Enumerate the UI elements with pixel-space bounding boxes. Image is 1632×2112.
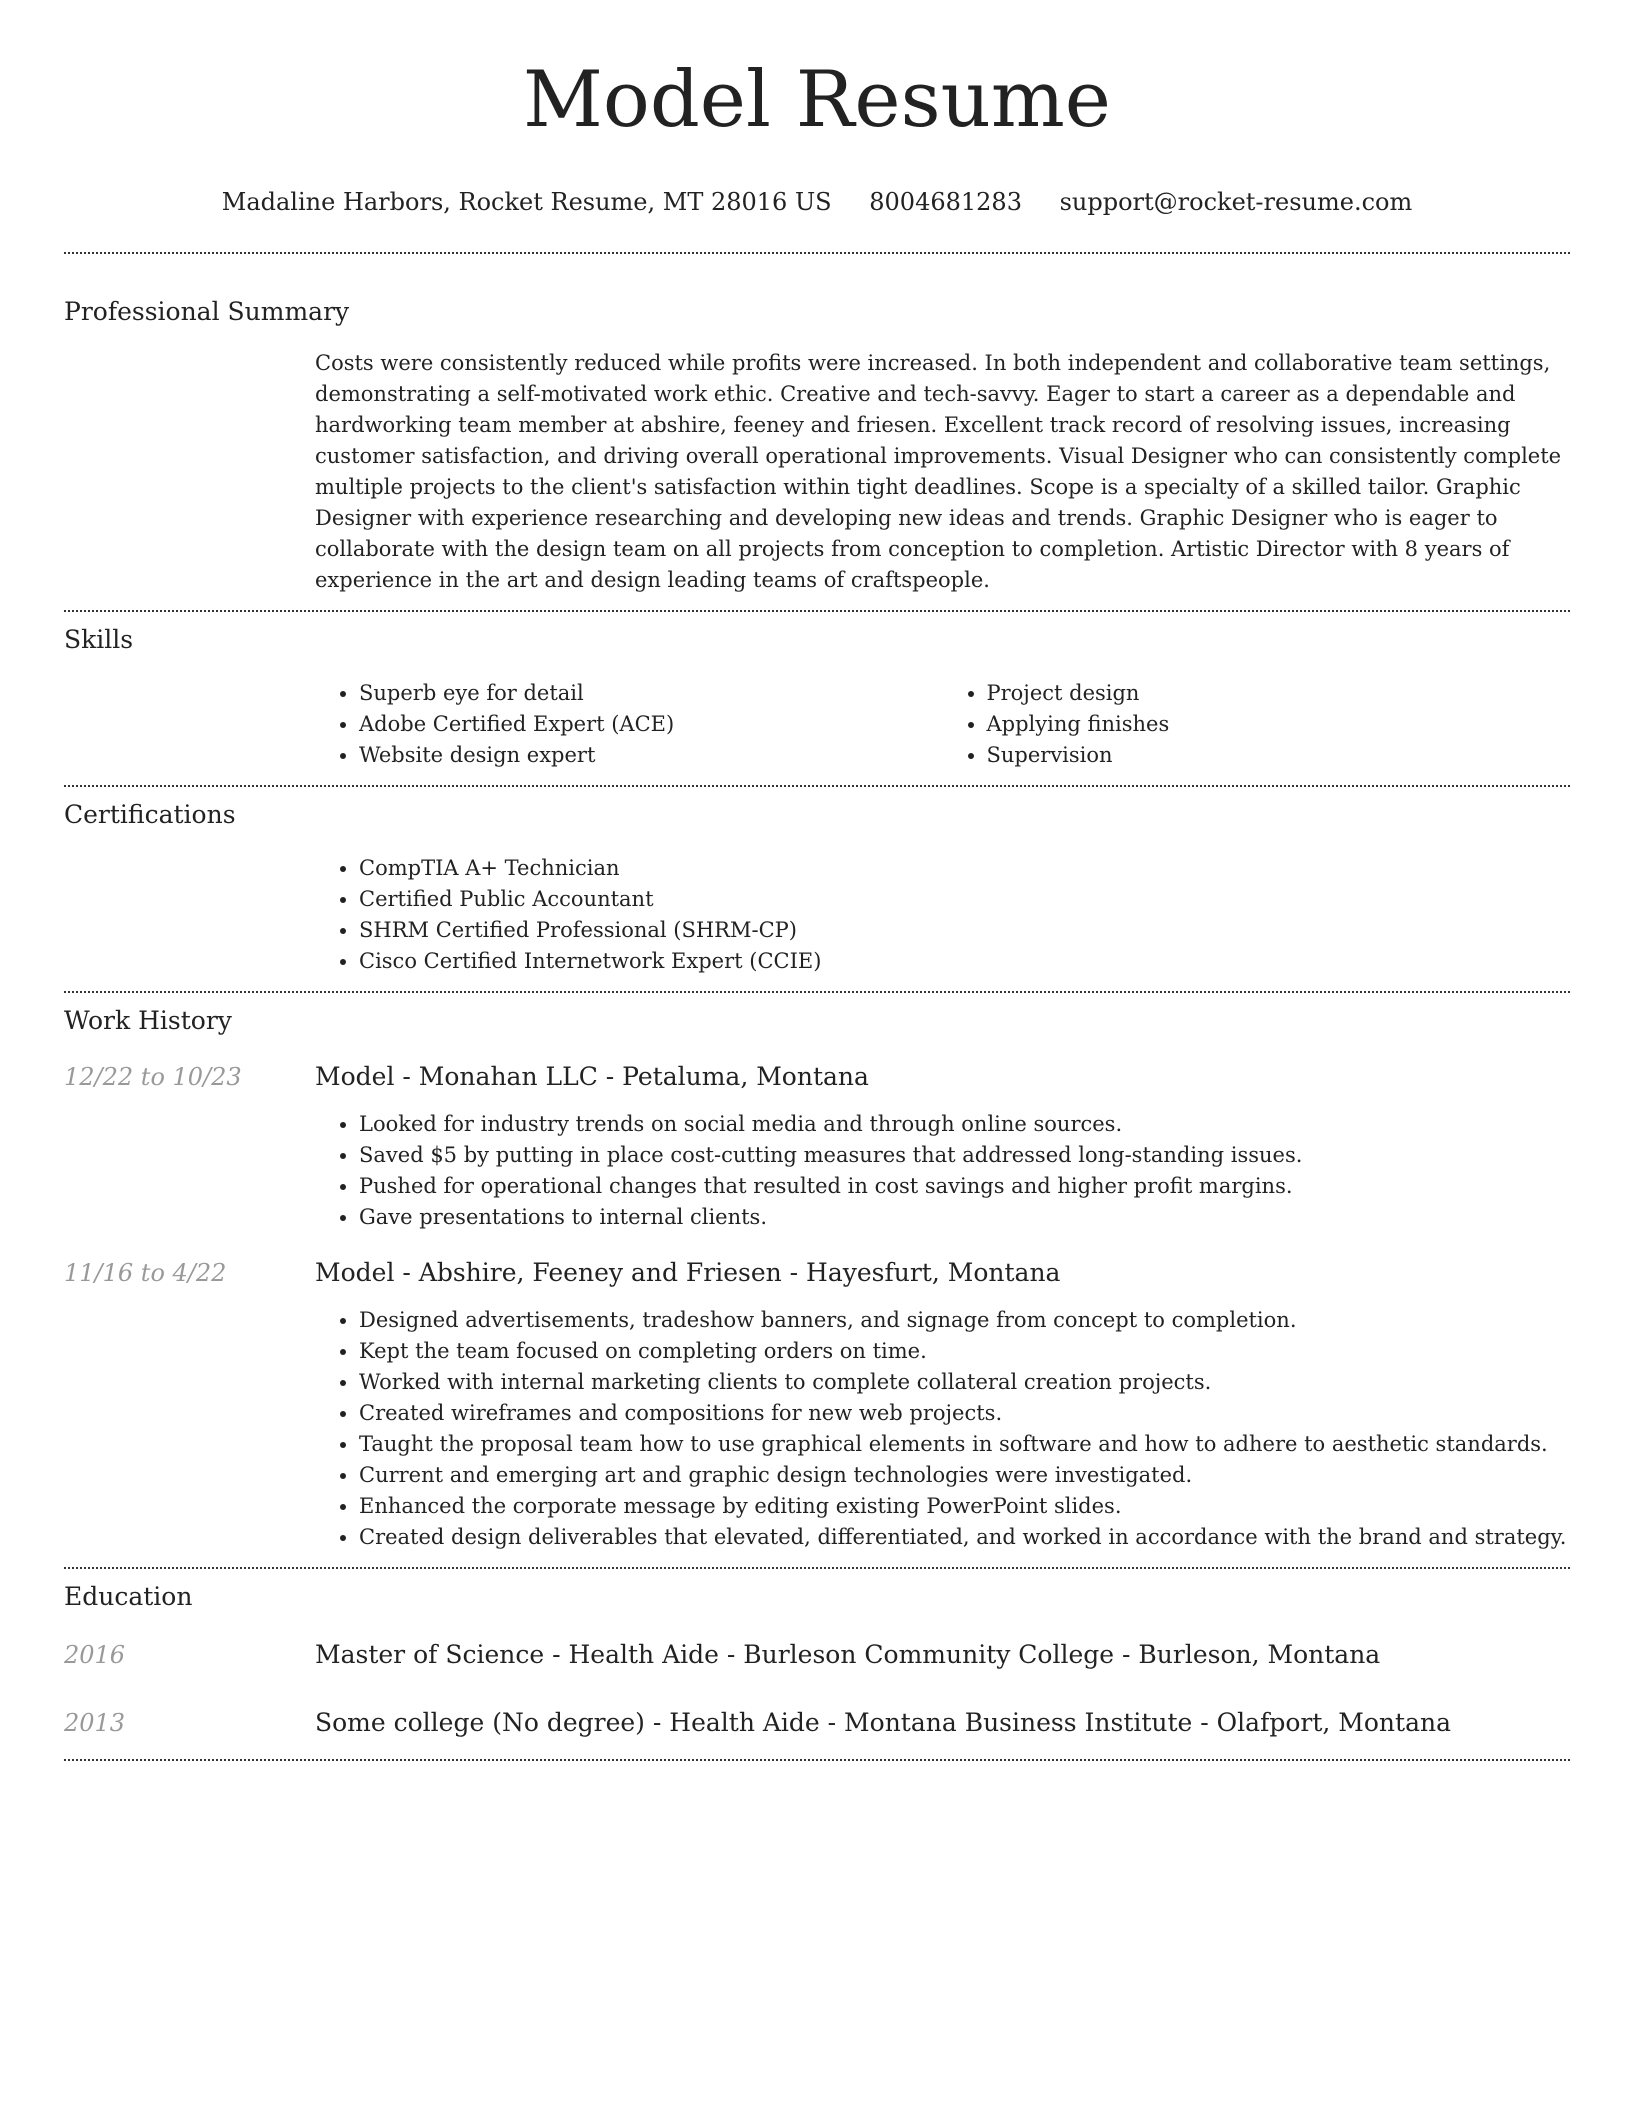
certifications-list xyxy=(315,853,1570,977)
resume-name: Model Resume xyxy=(523,55,1111,145)
job-dates: 12/22 to 10/23 xyxy=(64,1063,242,1091)
job-header xyxy=(64,1257,1570,1289)
contact-address: Madaline Harbors, Rocket Resume, MT 28016 US xyxy=(221,188,832,216)
job-bullet: • Kept the team focused on completing orders on time. xyxy=(359,1336,1570,1367)
divider xyxy=(64,1759,1570,1761)
job-entry xyxy=(64,1061,1570,1233)
job-dates: 11/16 to 4/22 xyxy=(64,1259,227,1287)
skill-item: • Website design expert xyxy=(359,740,943,771)
job-details xyxy=(315,1109,1570,1233)
work-history-heading: Work History xyxy=(64,1006,232,1035)
education-section xyxy=(64,1569,1570,1739)
job-header xyxy=(64,1061,1570,1093)
summary-text: Costs were consistently reduced while profits were increased. In both independent and collaborative team settings, demonstrating a self-motivated work ethic. Creative and tech-savvy. Eager to start a career as a dependable and hardworking team member at abshire, feeney and friesen. Excellent track record of resolving issues, increasing customer satisfaction, and driving overall operational improvements. Visual Designer who can consistently complete multiple projects to the client's satisfaction within tight deadlines. Scope is a specialty of a skilled tailor. Graphic Designer with experience researching and developing new ideas and trends. Graphic Designer who is eager to collaborate with the design team on all projects from conception to completion. Artistic Director with 8 years of experience in the art and design leading teams of craftspeople. xyxy=(315,351,1562,592)
skills-heading: Skills xyxy=(64,625,134,654)
job-bullet: • Pushed for operational changes that resulted in cost savings and higher profit margins. xyxy=(359,1171,1570,1202)
education-entry xyxy=(64,1707,1570,1739)
job-title: Model - Abshire, Feeney and Friesen - Hayesfurt, Montana xyxy=(315,1258,1061,1287)
certification-item: • CompTIA A+ Technician xyxy=(359,853,1570,884)
skill-item: • Applying finishes xyxy=(987,709,1571,740)
certifications-heading: Certifications xyxy=(64,800,236,829)
contact-email: support@rocket-resume.com xyxy=(1059,188,1413,216)
education-detail: Some college (No degree) - Health Aide - Montana Business Institute - Olafport, Montana xyxy=(315,1708,1451,1737)
education-year: 2013 xyxy=(64,1709,126,1737)
education-heading: Education xyxy=(64,1582,193,1611)
certifications-section xyxy=(64,787,1570,977)
skills-list-left xyxy=(315,678,943,771)
job-bullet: • Worked with internal marketing clients to complete collateral creation projects. xyxy=(359,1367,1570,1398)
summary-section xyxy=(64,254,1570,596)
skills-list-right xyxy=(943,678,1571,771)
job-bullet: • Looked for industry trends on social media and through online sources. xyxy=(359,1109,1570,1140)
job-bullet: • Current and emerging art and graphic design technologies were investigated. xyxy=(359,1460,1570,1491)
job-bullet: • Created design deliverables that elevated, differentiated, and worked in accordance with the brand and strategy. xyxy=(359,1522,1570,1553)
job-bullet: • Taught the proposal team how to use graphical elements in software and how to adhere to aesthetic standards. xyxy=(359,1429,1570,1460)
skill-item: • Superb eye for detail xyxy=(359,678,943,709)
skill-item: • Project design xyxy=(987,678,1571,709)
skill-item: • Adobe Certified Expert (ACE) xyxy=(359,709,943,740)
job-title: Model - Monahan LLC - Petaluma, Montana xyxy=(315,1062,869,1091)
certification-item: • Cisco Certified Internetwork Expert (CCIE) xyxy=(359,946,1570,977)
job-bullet: • Created wireframes and compositions for new web projects. xyxy=(359,1398,1570,1429)
education-year: 2016 xyxy=(64,1641,126,1669)
job-bullets xyxy=(315,1305,1570,1553)
work-history-section xyxy=(64,993,1570,1553)
skills-section xyxy=(64,612,1570,771)
job-bullets xyxy=(315,1109,1570,1233)
skill-item: • Supervision xyxy=(987,740,1571,771)
summary-body xyxy=(315,348,1570,596)
skills-grid xyxy=(315,678,1570,771)
certification-item: • Certified Public Accountant xyxy=(359,884,1570,915)
education-entry xyxy=(64,1639,1570,1671)
job-bullet: • Gave presentations to internal clients. xyxy=(359,1202,1570,1233)
certification-item: • SHRM Certified Professional (SHRM-CP) xyxy=(359,915,1570,946)
job-bullet: • Designed advertisements, tradeshow banners, and signage from concept to completion. xyxy=(359,1305,1570,1336)
education-detail: Master of Science - Health Aide - Burleson Community College - Burleson, Montana xyxy=(315,1640,1381,1669)
job-entry xyxy=(64,1257,1570,1553)
contact-phone: 8004681283 xyxy=(869,188,1022,216)
job-bullet: • Enhanced the corporate message by editing existing PowerPoint slides. xyxy=(359,1491,1570,1522)
job-details xyxy=(315,1305,1570,1553)
job-bullet: • Saved $5 by putting in place cost-cutting measures that addressed long-standing issues. xyxy=(359,1140,1570,1171)
contact-line xyxy=(64,186,1570,218)
certifications-body xyxy=(315,853,1570,977)
summary-heading: Professional Summary xyxy=(64,297,350,326)
